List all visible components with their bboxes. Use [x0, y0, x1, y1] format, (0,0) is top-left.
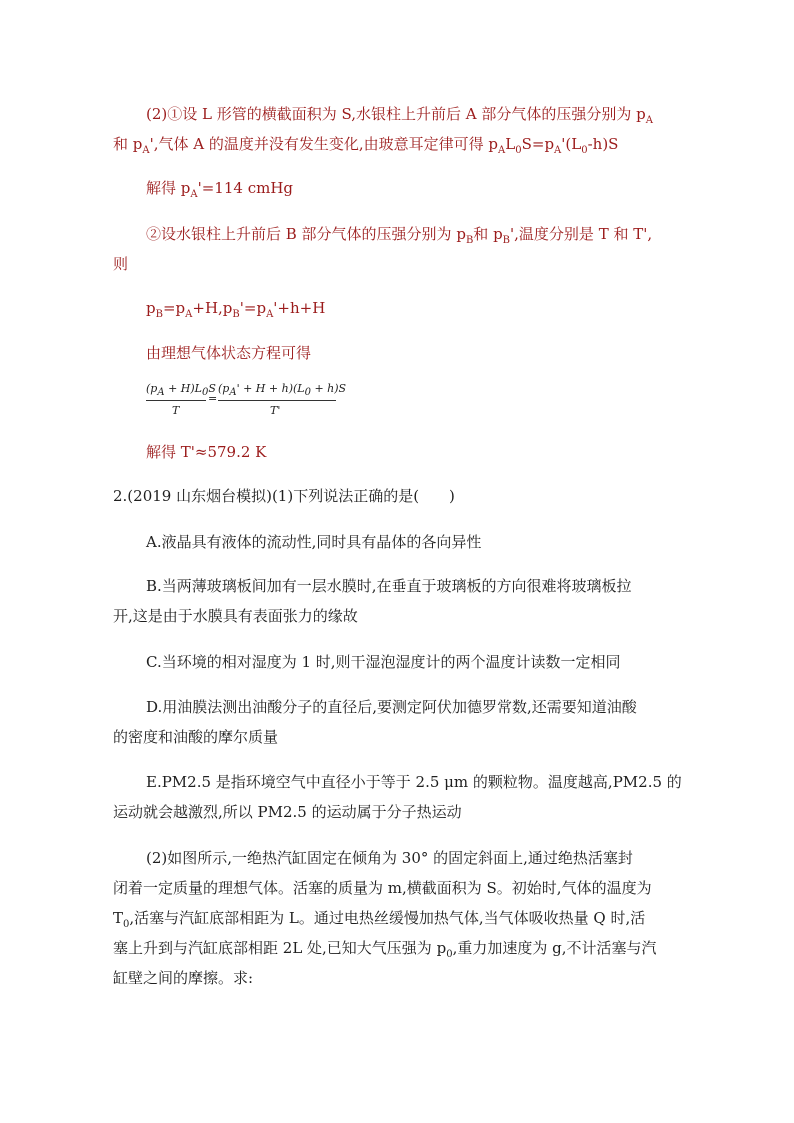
subquestion-2-line-2: 闭着一定质量的理想气体。活塞的质量为 m,横截面积为 S。初始时,气体的温度为 [113, 879, 652, 897]
solution-line-3: ②设水银柱上升前后 B 部分气体的压强分别为 $p_B$和 $p_B'$,温度分别是 T 和 T', [146, 225, 653, 246]
option-d-line-2: 的密度和油酸的摩尔质量 [113, 728, 279, 746]
solution-line-1: (2)①设 L 形管的横截面积为 S,水银柱上升前后 A 部分气体的压强分别为 $p_A$ [146, 105, 653, 126]
option-b-line-2: 开,这是由于水膜具有表面张力的缘故 [113, 607, 358, 625]
question-title: 2.(2019 山东烟台模拟)(1)下列说法正确的是( ) [113, 487, 455, 505]
solution-line-4: 则 [113, 255, 129, 273]
solution-result-2: 解得 T'≈579.2 K [146, 443, 267, 461]
fraction-left-bar [146, 400, 206, 401]
subquestion-2-line-1: (2)如图所示,一绝热汽缸固定在倾角为 30° 的固定斜面上,通过绝热活塞封 [146, 849, 633, 867]
fraction-right-numerator: $(p_A' + H + h)(L_0 + h)S$ [218, 382, 347, 399]
option-e-line-1: E.PM2.5 是指环境空气中直径小于等于 2.5 μm 的颗粒物。温度越高,PM2.5 的 [146, 773, 682, 791]
solution-line-2: 和 $p_A'$,气体 A 的温度并没有发生变化,由玻意耳定律可得 $p_AL_0S=p_A'(L_0-h)S$ [113, 135, 619, 156]
fraction-left-denominator: T [172, 404, 180, 417]
fraction-right-bar [218, 400, 336, 401]
fraction-right-denominator: T' [270, 404, 281, 417]
option-d-line-1: D.用油膜法测出油酸分子的直径后,要测定阿伏加德罗常数,还需要知道油酸 [146, 698, 637, 716]
subquestion-2-line-3: $T_0$,活塞与汽缸底部相距为 L。通过电热丝缓慢加热气体,当气体吸收热量 Q 时,活 [113, 909, 646, 930]
solution-state-equation-label: 由理想气体状态方程可得 [146, 344, 312, 362]
fraction-equals: = [208, 392, 218, 405]
option-b-line-1: B.当两薄玻璃板间加有一层水膜时,在垂直于玻璃板的方向很难将玻璃板拉 [146, 577, 632, 595]
option-e-line-2: 运动就会越激烈,所以 PM2.5 的运动属于分子热运动 [113, 803, 462, 821]
fraction-left-numerator: $(p_A + H)L_0S$ [146, 382, 216, 399]
subquestion-2-line-5: 缸壁之间的摩擦。求: [113, 969, 254, 987]
subquestion-2-line-4: 塞上升到与汽缸底部相距 2L 处,已知大气压强为 $p_0$,重力加速度为 g,不计活塞与汽 [113, 939, 657, 960]
solution-equation-1: $p_B=p_A+H,p_B'=p_A'+h+H$ [146, 299, 326, 320]
solution-result-1: 解得 $p_A'=114$ cmHg [146, 179, 294, 200]
option-a: A.液晶具有液体的流动性,同时具有晶体的各向异性 [146, 533, 482, 551]
option-c: C.当环境的相对湿度为 1 时,则干湿泡湿度计的两个温度计读数一定相同 [146, 653, 621, 671]
